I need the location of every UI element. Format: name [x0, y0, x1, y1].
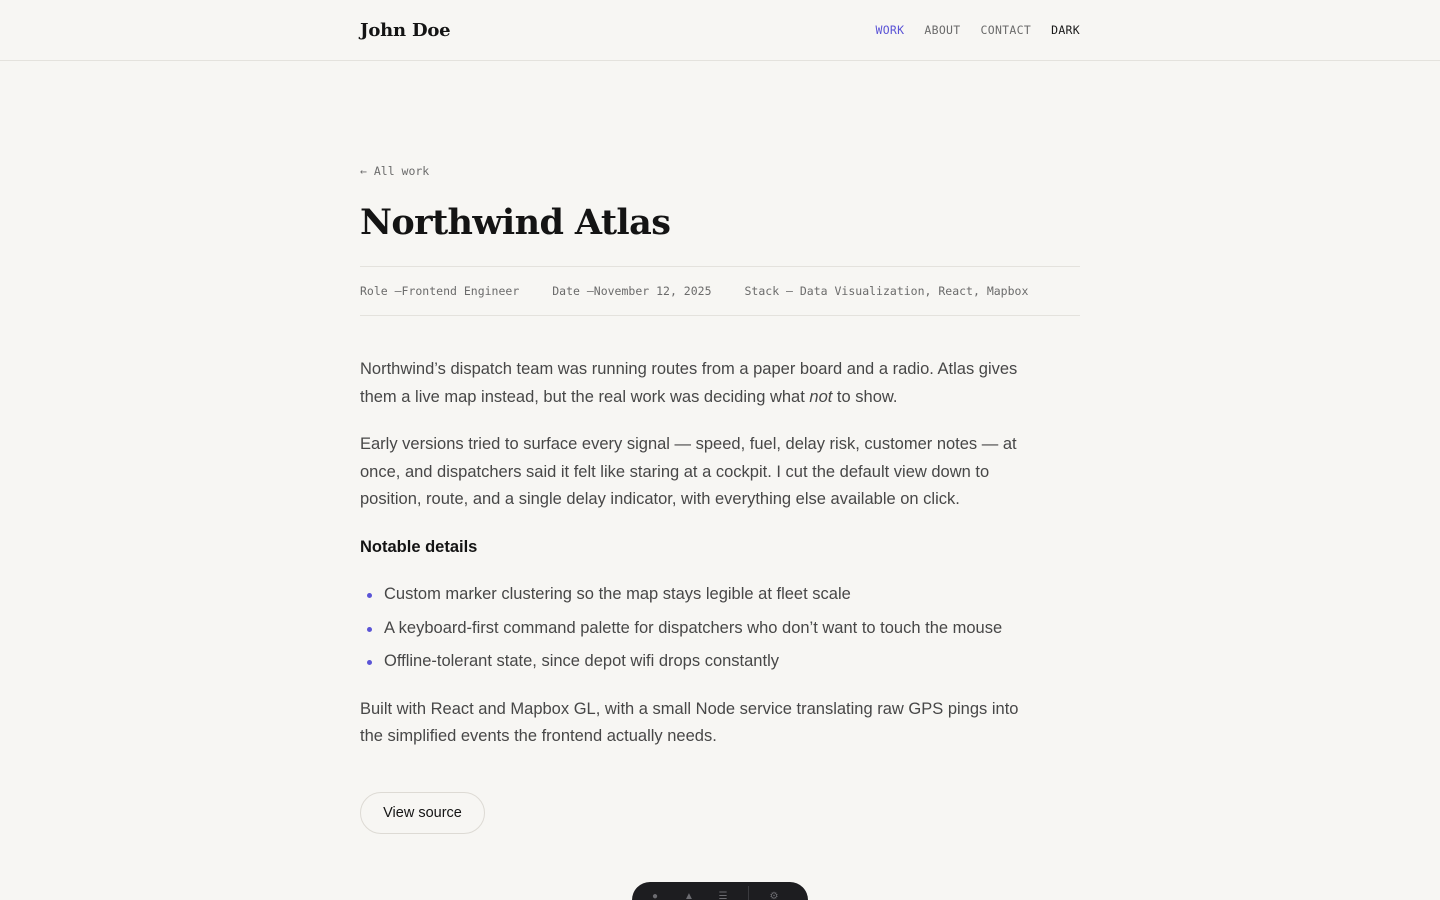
intro-text-start: Northwind’s dispatch team was running routes from a paper board and a radio. Atlas gives them a live map instead, but the real work was deciding what: [360, 360, 1018, 406]
dark-mode-toggle[interactable]: DARK: [1051, 23, 1080, 37]
details-heading: Notable details: [360, 537, 478, 556]
view-source-button[interactable]: View source: [360, 792, 485, 834]
brand-logo[interactable]: John Doe: [360, 19, 451, 41]
intro-paragraph: [360, 356, 1024, 411]
list-item: A keyboard-first command palette for dispatchers who don’t want to touch the mouse: [360, 615, 1024, 643]
person-icon[interactable]: ●: [651, 891, 659, 900]
list-item: Custom marker clustering so the map stays legible at fleet scale: [360, 581, 1024, 609]
details-list: [360, 581, 1024, 676]
project-main: [360, 61, 1080, 834]
menu-icon[interactable]: ☰: [718, 891, 728, 900]
nav-about[interactable]: ABOUT: [924, 23, 961, 37]
site-header: [0, 0, 1440, 61]
back-to-all-work-link[interactable]: ← All work: [360, 164, 430, 178]
project-meta: [360, 266, 1080, 316]
project-body: [360, 356, 1024, 751]
nav-work[interactable]: WORK: [875, 23, 905, 37]
floating-toolbar: [632, 882, 808, 900]
nav-contact[interactable]: CONTACT: [980, 23, 1032, 37]
meta-date: Date —November 12, 2025: [552, 284, 712, 298]
list-item: Offline-tolerant state, since depot wifi drops constantly: [360, 648, 1024, 676]
meta-role: Role —Frontend Engineer: [360, 284, 520, 298]
page-title: Northwind Atlas: [360, 202, 671, 243]
meta-stack: Stack — Data Visualization, React, Mapbox: [744, 284, 1029, 298]
toolbar-divider: [748, 886, 749, 900]
pointer-icon[interactable]: ▲: [684, 891, 694, 900]
settings-icon[interactable]: ⚙: [769, 891, 779, 900]
intro-emphasis: not: [809, 387, 833, 406]
process-paragraph: Early versions tried to surface every signal — speed, fuel, delay risk, customer notes — at once, and dispatchers said it felt like staring at a cockpit. I cut the default view down to position, route, and a single delay indicator, with everything else available on click.: [360, 435, 1017, 508]
main-nav: [875, 23, 1080, 37]
intro-text-end: to show.: [832, 387, 898, 406]
tech-paragraph: Built with React and Mapbox GL, with a small Node service translating raw GPS pings into the simplified events the frontend actually needs.: [360, 699, 1019, 745]
header-inner: [360, 0, 1080, 60]
